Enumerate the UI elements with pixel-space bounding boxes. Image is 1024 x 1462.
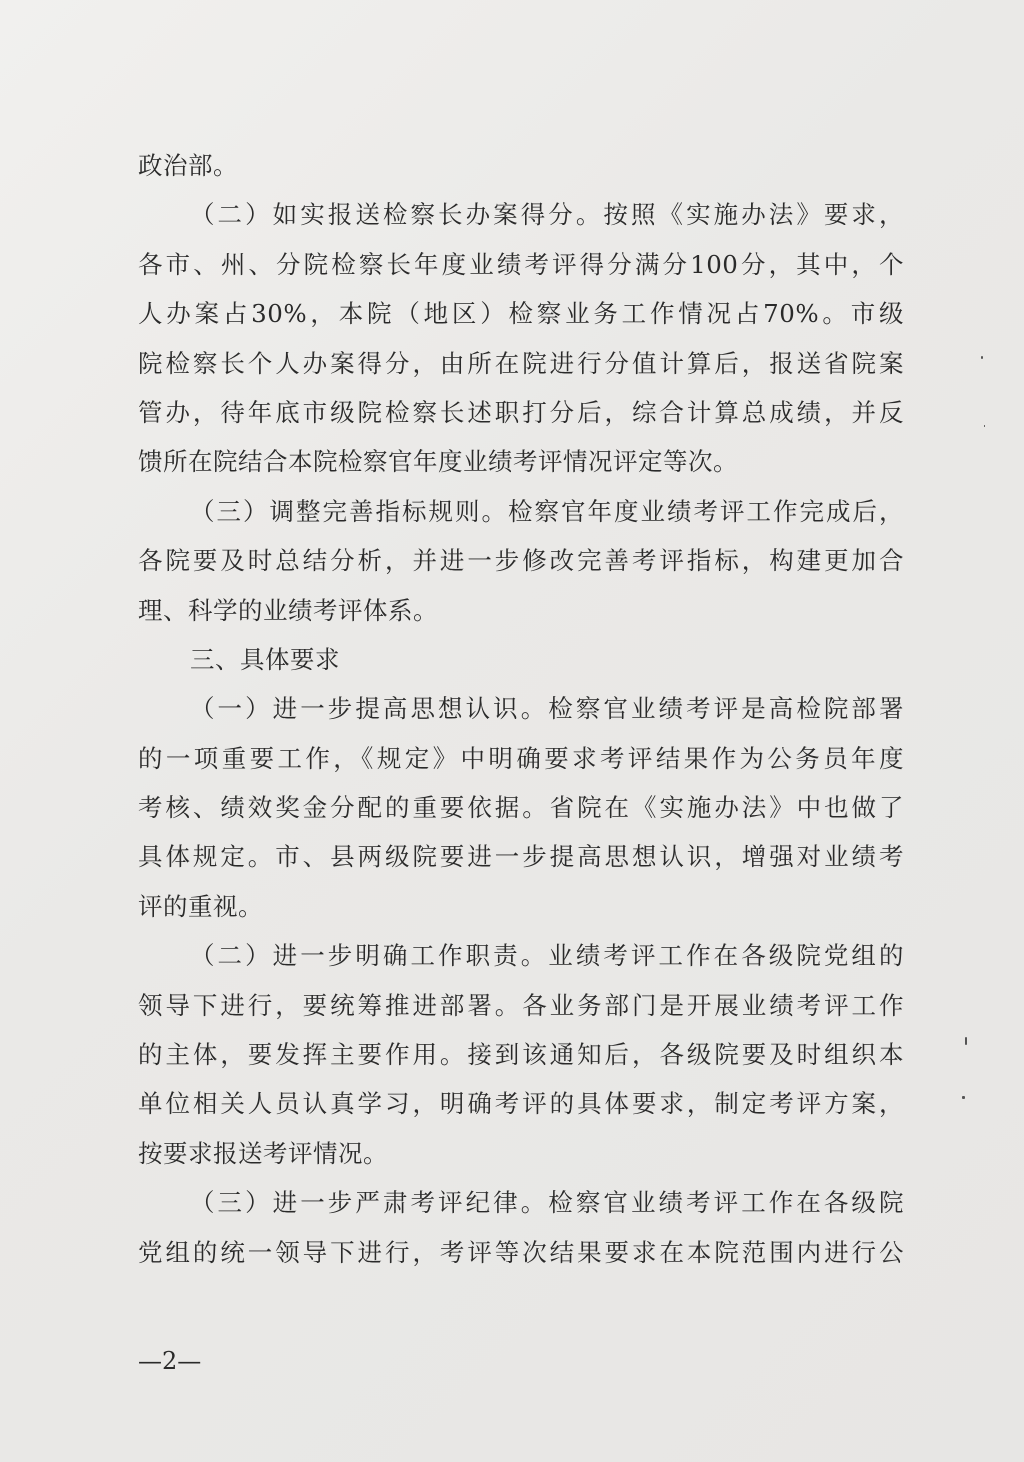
section-heading: 三、具体要求 xyxy=(190,644,340,674)
body-line: （三）调整完善指标规则。检察官年度业绩考评工作完成后， xyxy=(190,496,904,526)
body-line: 各市、州、分院检察长年度业绩考评得分满分100分，其中，个 xyxy=(138,249,904,279)
paper-speck xyxy=(981,356,983,359)
body-line: 考核、绩效奖金分配的重要依据。省院在《实施办法》中也做了 xyxy=(138,793,904,823)
body-line: 按要求报送考评情况。 xyxy=(138,1138,388,1168)
body-line: 的一项重要工作，《规定》中明确要求考评结果作为公务员年度 xyxy=(138,743,904,773)
body-line: 单位相关人员认真学习，明确考评的具体要求，制定考评方案， xyxy=(138,1089,904,1119)
body-line: 人办案占30%，本院（地区）检察业务工作情况占70%。市级 xyxy=(138,299,904,329)
paper-speck xyxy=(965,1037,967,1045)
body-line: 评的重视。 xyxy=(138,891,263,921)
paper-speck xyxy=(984,425,985,427)
body-line: （三）进一步严肃考评纪律。检察官业绩考评工作在各级院 xyxy=(190,1188,904,1218)
body-line: 党组的统一领导下进行，考评等次结果要求在本院范围内进行公 xyxy=(138,1237,904,1267)
body-line: 理、科学的业绩考评体系。 xyxy=(138,595,438,625)
body-line: 的主体，要发挥主要作用。接到该通知后，各级院要及时组织本 xyxy=(138,1040,904,1070)
body-line: 馈所在院结合本院检察官年度业绩考评情况评定等次。 xyxy=(138,447,738,477)
body-line: （二）进一步明确工作职责。业绩考评工作在各级院党组的 xyxy=(190,941,904,971)
body-line: 各院要及时总结分析，并进一步修改完善考评指标，构建更加合 xyxy=(138,546,904,576)
body-line: 政治部。 xyxy=(138,151,238,180)
paper-speck xyxy=(962,1096,965,1099)
body-line: 院检察长个人办案得分，由所在院进行分值计算后，报送省院案 xyxy=(138,348,904,378)
body-line: 具体规定。市、县两级院要进一步提高思想认识，增强对业绩考 xyxy=(138,842,904,872)
body-line: 管办，待年底市级院检察长述职打分后，综合计算总成绩，并反 xyxy=(138,397,904,427)
body-line: （一）进一步提高思想认识。检察官业绩考评是高检院部署 xyxy=(190,694,904,724)
page-number: —2— xyxy=(138,1347,202,1375)
body-line: （二）如实报送检察长办案得分。按照《实施办法》要求， xyxy=(190,200,904,230)
body-text xyxy=(138,141,904,1277)
body-line: 领导下进行，要统筹推进部署。各业务部门是开展业绩考评工作 xyxy=(138,990,904,1020)
